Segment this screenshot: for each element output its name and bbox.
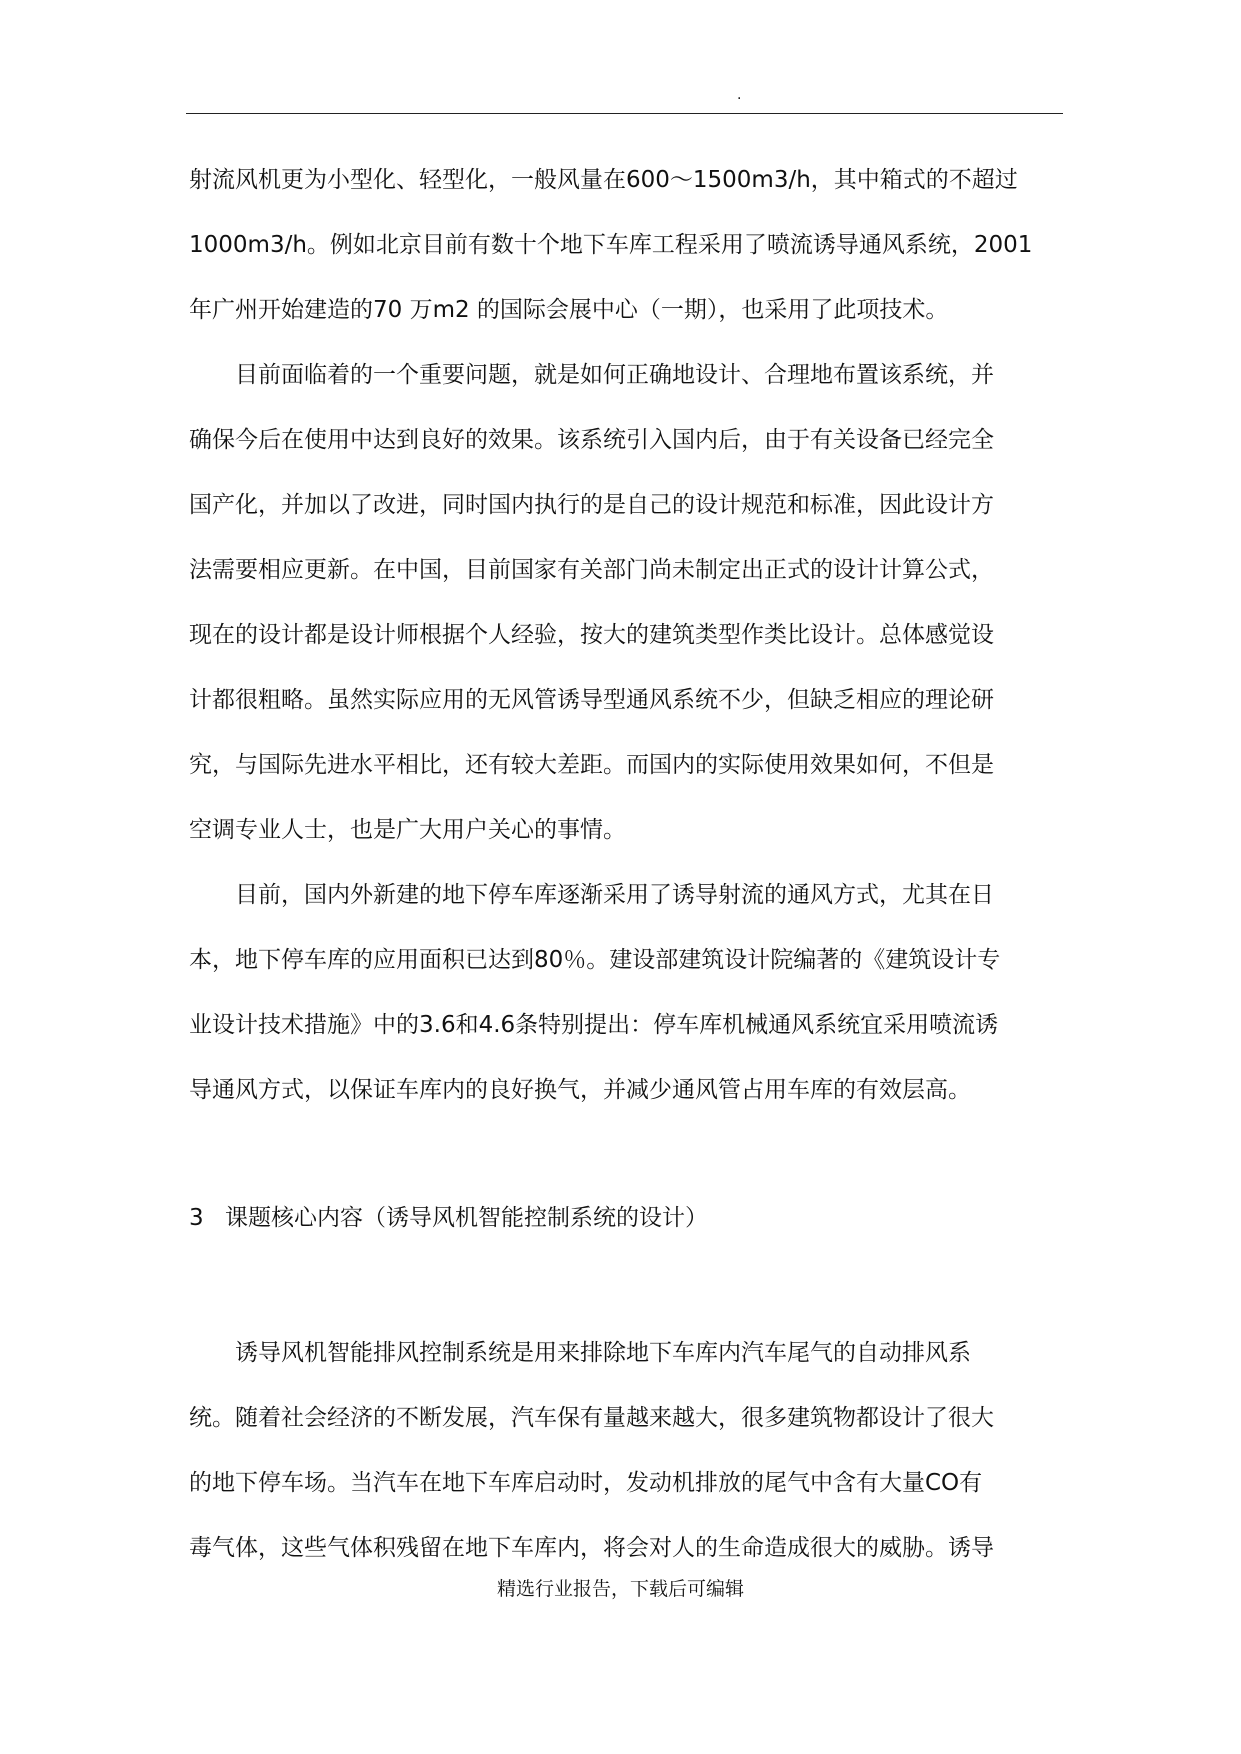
- text-line: 目前，国内外新建的地下停车库逐渐采用了诱导射流的通风方式，尤其在日: [189, 882, 994, 908]
- text-line: 1000m3/h。例如北京目前有数十个地下车库工程采用了喷流诱导通风系统，2001: [189, 232, 1033, 258]
- text-line: 年广州开始建造的70 万m2 的国际会展中心（一期），也采用了此项技术。: [189, 297, 949, 323]
- section-title: 课题核心内容（诱导风机智能控制系统的设计）: [225, 1205, 708, 1231]
- header-mark: .: [737, 87, 742, 103]
- paragraph-4: [189, 1321, 1058, 1581]
- text-line: 诱导风机智能排风控制系统是用来排除地下车库内汽车尾气的自动排风系: [189, 1340, 971, 1366]
- section-number: 3: [189, 1205, 204, 1231]
- text-line: 业设计技术措施》中的3.6和4.6条特别提出：停车库机械通风系统宜采用喷流诱: [189, 1012, 999, 1038]
- text-line: 的地下停车场。当汽车在地下车库启动时，发动机排放的尾气中含有大量CO有: [189, 1470, 983, 1496]
- text-line: 目前面临着的一个重要问题，就是如何正确地设计、合理地布置该系统，并: [189, 362, 994, 388]
- text-line: 毒气体，这些气体积残留在地下车库内，将会对人的生命造成很大的威胁。诱导: [189, 1535, 994, 1561]
- text-line: 国产化，并加以了改进，同时国内执行的是自己的设计规范和标准，因此设计方: [189, 492, 994, 518]
- header-rule: [186, 113, 1063, 114]
- text-line: 现在的设计都是设计师根据个人经验，按大的建筑类型作类比设计。总体感觉设: [189, 622, 994, 648]
- page-footer: 精选行业报告，下载后可编辑: [496, 1578, 744, 1600]
- section-heading: [189, 1198, 708, 1238]
- text-line: 究，与国际先进水平相比，还有较大差距。而国内的实际使用效果如何，不但是: [189, 752, 994, 778]
- text-line: 法需要相应更新。在中国，目前国家有关部门尚未制定出正式的设计计算公式，: [189, 557, 994, 583]
- text-line: 计都很粗略。虽然实际应用的无风管诱导型通风系统不少，但缺乏相应的理论研: [189, 687, 994, 713]
- text-line: 本，地下停车库的应用面积已达到80％。建设部建筑设计院编著的《建筑设计专: [189, 947, 1001, 973]
- text-line: 统。随着社会经济的不断发展，汽车保有量越来越大，很多建筑物都设计了很大: [189, 1405, 994, 1431]
- paragraph-1: [189, 148, 1058, 343]
- text-line: 空调专业人士，也是广大用户关心的事情。: [189, 817, 626, 843]
- text-line: 导通风方式，以保证车库内的良好换气，并减少通风管占用车库的有效层高。: [189, 1077, 971, 1103]
- text-line: 射流风机更为小型化、轻型化，一般风量在600～1500m3/h，其中箱式的不超过: [189, 167, 1018, 193]
- paragraph-3: [189, 863, 1058, 1123]
- paragraph-2: [189, 343, 1058, 863]
- text-line: 确保今后在使用中达到良好的效果。该系统引入国内后，由于有关设备已经完全: [189, 427, 994, 453]
